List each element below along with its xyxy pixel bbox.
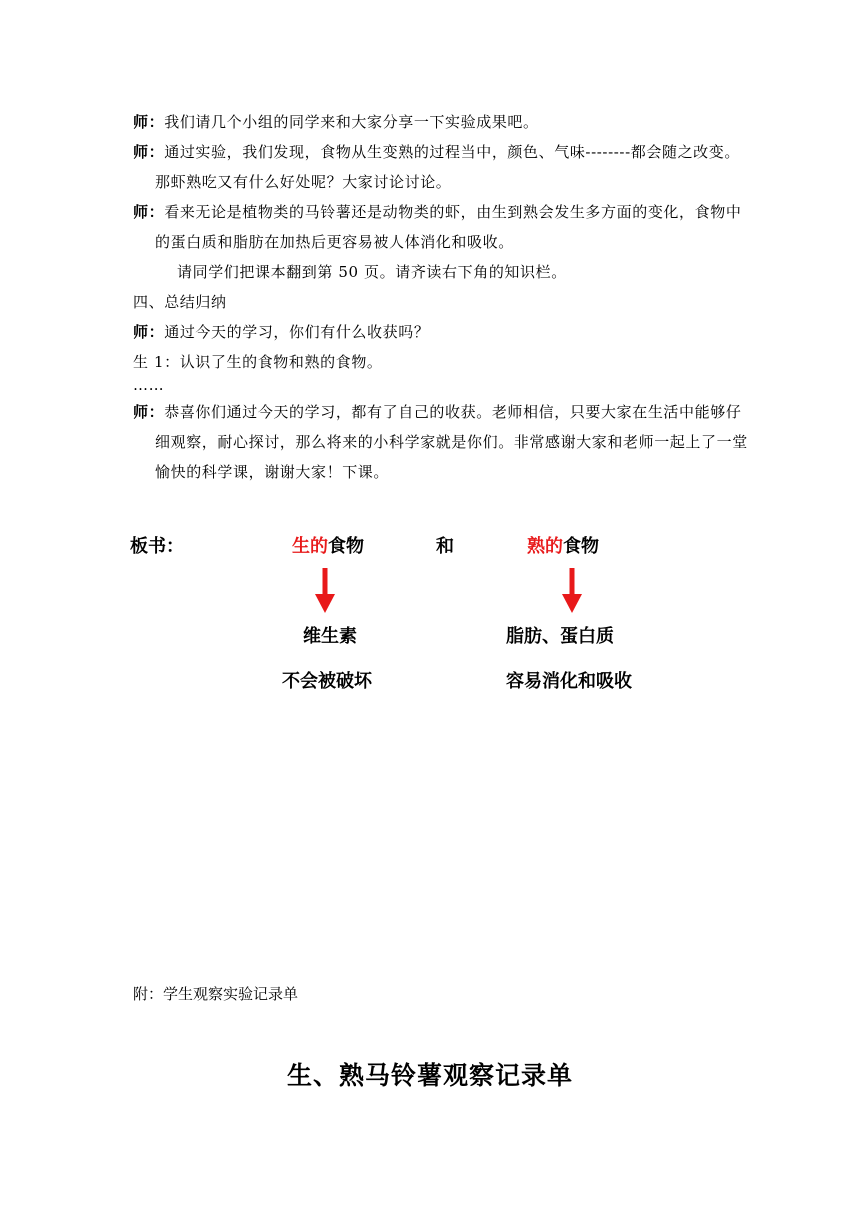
dialogue-line-4 xyxy=(133,317,755,347)
appendix-note: 附：学生观察实验记录单 xyxy=(133,985,299,1003)
board-left-line2: 不会被破坏 xyxy=(282,671,372,692)
instruction-text: 请同学们把课本翻到第 50 页。请齐读右下角的知识栏。 xyxy=(177,263,567,281)
board-right-line1: 脂肪、蛋白质 xyxy=(506,626,614,647)
ellipsis-text: …… xyxy=(133,376,165,394)
board-left-heading xyxy=(292,535,364,559)
board-left-line1: 维生素 xyxy=(303,626,357,647)
dialogue-line-1 xyxy=(133,107,755,137)
dialogue-text: 通过今天的学习，你们有什么收获吗？ xyxy=(164,323,430,341)
board-right-heading xyxy=(527,535,599,559)
board-right-black: 食物 xyxy=(563,536,599,557)
ellipsis-line xyxy=(133,370,733,400)
board-right-line2: 容易消化和吸收 xyxy=(506,671,632,692)
board-left-black: 食物 xyxy=(328,536,364,557)
dialogue-text: 看来无论是植物类的马铃薯还是动物类的虾，由生到熟会发生多方面的变化，食物中的蛋白质和脂肪在加热后更容易被人体消化和吸收。 xyxy=(155,203,742,251)
down-arrow-icon xyxy=(313,568,337,614)
board-label: 板书： xyxy=(130,536,184,557)
board-connector: 和 xyxy=(436,536,454,557)
speaker-separator: ： xyxy=(148,203,165,221)
speaker-label: 师 xyxy=(133,203,149,221)
dialogue-line-5 xyxy=(133,397,755,487)
dialogue-line-3 xyxy=(133,197,755,257)
instruction-line xyxy=(133,257,777,287)
section-heading-text: 四、总结归纳 xyxy=(133,293,227,311)
dialogue-text: 恭喜你们通过今天的学习，都有了自己的收获。老师相信，只要大家在生活中能够仔细观察，耐心探讨，那么将来的小科学家就是你们。非常感谢大家和老师一起上了一堂愉快的科学课，谢谢大家！下课。 xyxy=(155,403,748,481)
student-answer-text: 生 1：认识了生的食物和熟的食物。 xyxy=(133,353,383,371)
dialogue-text: 我们请几个小组的同学来和大家分享一下实验成果吧。 xyxy=(164,113,539,131)
speaker-label: 师 xyxy=(133,403,149,421)
speaker-label: 师 xyxy=(133,143,149,161)
dialogue-line-2 xyxy=(133,137,755,197)
record-sheet-title: 生、熟马铃薯观察记录单 xyxy=(286,1061,573,1090)
speaker-label: 师 xyxy=(133,323,149,341)
speaker-label: 师 xyxy=(133,113,149,131)
speaker-separator: ： xyxy=(148,143,165,161)
speaker-separator: ： xyxy=(148,113,165,131)
board-left-red: 生的 xyxy=(292,536,328,557)
speaker-separator: ： xyxy=(148,403,165,421)
board-right-red: 熟的 xyxy=(527,536,563,557)
section-heading xyxy=(133,287,733,317)
down-arrow-icon xyxy=(560,568,584,614)
speaker-separator: ： xyxy=(148,323,165,341)
dialogue-text: 通过实验，我们发现，食物从生变熟的过程当中，颜色、气味--------都会随之改变。那虾熟吃又有什么好处呢？大家讨论讨论。 xyxy=(155,143,740,191)
